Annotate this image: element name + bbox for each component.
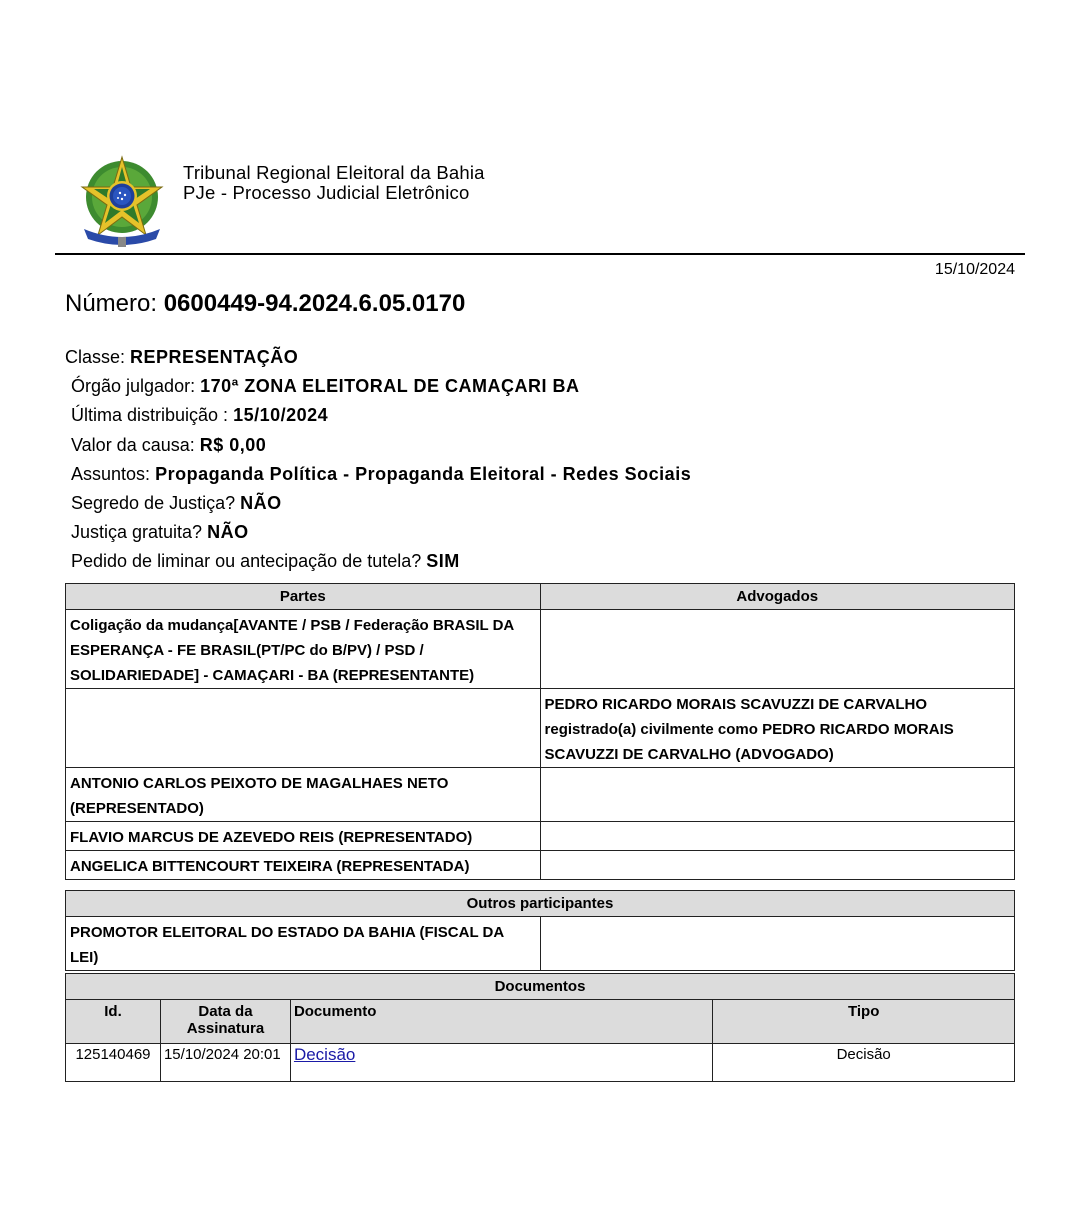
document-type-cell: Decisão [713, 1044, 1015, 1082]
field-value: REPRESENTAÇÃO [130, 347, 299, 367]
parte-cell: FLAVIO MARCUS DE AZEVEDO REIS (REPRESENTADO) [66, 822, 541, 851]
table-header-row [66, 584, 1015, 610]
system-name: PJe - Processo Judicial Eletrônico [183, 182, 470, 203]
parte-cell: Coligação da mudança[AVANTE / PSB / Federação BRASIL DA ESPERANÇA - FE BRASIL(PT/PC do B/PV) / PSD / SOLIDARIEDADE] - CAMAÇARI - BA (REPRESENTANTE) [66, 610, 541, 689]
advogado-cell: PEDRO RICARDO MORAIS SCAVUZZI DE CARVALHO registrado(a) civilmente como PEDRO RICARDO MORAIS SCAVUZZI DE CARVALHO (ADVOGADO) [540, 689, 1014, 768]
document-name-cell [290, 1044, 712, 1082]
field-assuntos [65, 461, 691, 490]
advogado-cell [540, 610, 1014, 689]
field-value: NÃO [207, 522, 249, 543]
documentos-table [65, 973, 1015, 1082]
parte-cell: ANGELICA BITTENCOURT TEIXEIRA (REPRESENTADA) [66, 851, 541, 880]
document-date-cell: 15/10/2024 20:01 [160, 1044, 290, 1082]
participante-extra-cell [540, 917, 1014, 971]
field-segredo-justica [65, 490, 691, 519]
field-classe [65, 344, 691, 373]
process-number-value: 0600449-94.2024.6.05.0170 [163, 290, 466, 317]
field-pedido-liminar [65, 548, 691, 577]
column-header-advogados: Advogados [540, 584, 1014, 610]
field-label: Órgão julgador: [71, 376, 196, 397]
column-header-data-assinatura: Data da Assinatura [160, 1000, 290, 1044]
advogado-cell [540, 768, 1014, 822]
field-value: NÃO [240, 492, 282, 513]
table-row [66, 822, 1015, 851]
field-value: 15/10/2024 [233, 405, 329, 426]
column-header-documento: Documento [290, 1000, 712, 1044]
advogado-cell [540, 822, 1014, 851]
field-label: Segredo de Justiça? [71, 492, 236, 513]
table-header-row [66, 891, 1015, 917]
field-justica-gratuita [65, 519, 691, 548]
field-value: SIM [426, 551, 460, 572]
field-label: Valor da causa: [71, 434, 195, 455]
field-value: 170ª ZONA ELEITORAL DE CAMAÇARI BA [200, 376, 580, 397]
document-id-cell: 125140469 [66, 1044, 161, 1082]
process-number-label: Número: [65, 290, 158, 317]
document-link[interactable]: Decisão [293, 1045, 356, 1064]
institution-name: Tribunal Regional Eleitoral da Bahia [183, 162, 485, 183]
participante-cell: PROMOTOR ELEITORAL DO ESTADO DA BAHIA (FISCAL DA LEI) [66, 917, 541, 971]
print-date: 15/10/2024 [934, 261, 1015, 278]
column-header-tipo: Tipo [713, 1000, 1015, 1044]
field-ultima-distribuicao [65, 402, 691, 431]
table-row [66, 917, 1015, 971]
table-header-row [66, 974, 1015, 1000]
document-header [78, 153, 978, 249]
header-divider [55, 253, 1025, 255]
field-value: Propaganda Política - Propaganda Eleitoral - Redes Sociais [155, 463, 692, 484]
advogado-cell [540, 851, 1014, 880]
partes-table [65, 583, 1015, 880]
process-number [65, 290, 465, 318]
field-label: Justiça gratuita? [71, 522, 203, 543]
documentos-header: Documentos [66, 974, 1015, 1000]
table-row [66, 1044, 1015, 1082]
column-header-id: Id. [66, 1000, 161, 1044]
field-valor-causa [65, 432, 691, 461]
brazil-coat-of-arms-icon [78, 153, 166, 249]
field-orgao-julgador [65, 373, 691, 402]
table-subheader-row [66, 1000, 1015, 1044]
outros-participantes-header: Outros participantes [66, 891, 1015, 917]
field-label: Assuntos: [71, 463, 151, 484]
field-label: Última distribuição : [71, 405, 229, 426]
process-fields [65, 344, 691, 578]
parte-cell: ANTONIO CARLOS PEIXOTO DE MAGALHAES NETO (REPRESENTADO) [66, 768, 541, 822]
table-row [66, 768, 1015, 822]
parte-cell [66, 689, 541, 768]
field-value: R$ 0,00 [199, 434, 267, 455]
table-row [66, 610, 1015, 689]
table-row [66, 689, 1015, 768]
column-header-partes: Partes [66, 584, 541, 610]
field-label: Classe: [65, 347, 126, 367]
field-label: Pedido de liminar ou antecipação de tutela? [71, 551, 422, 572]
outros-participantes-table [65, 890, 1015, 971]
table-row [66, 851, 1015, 880]
